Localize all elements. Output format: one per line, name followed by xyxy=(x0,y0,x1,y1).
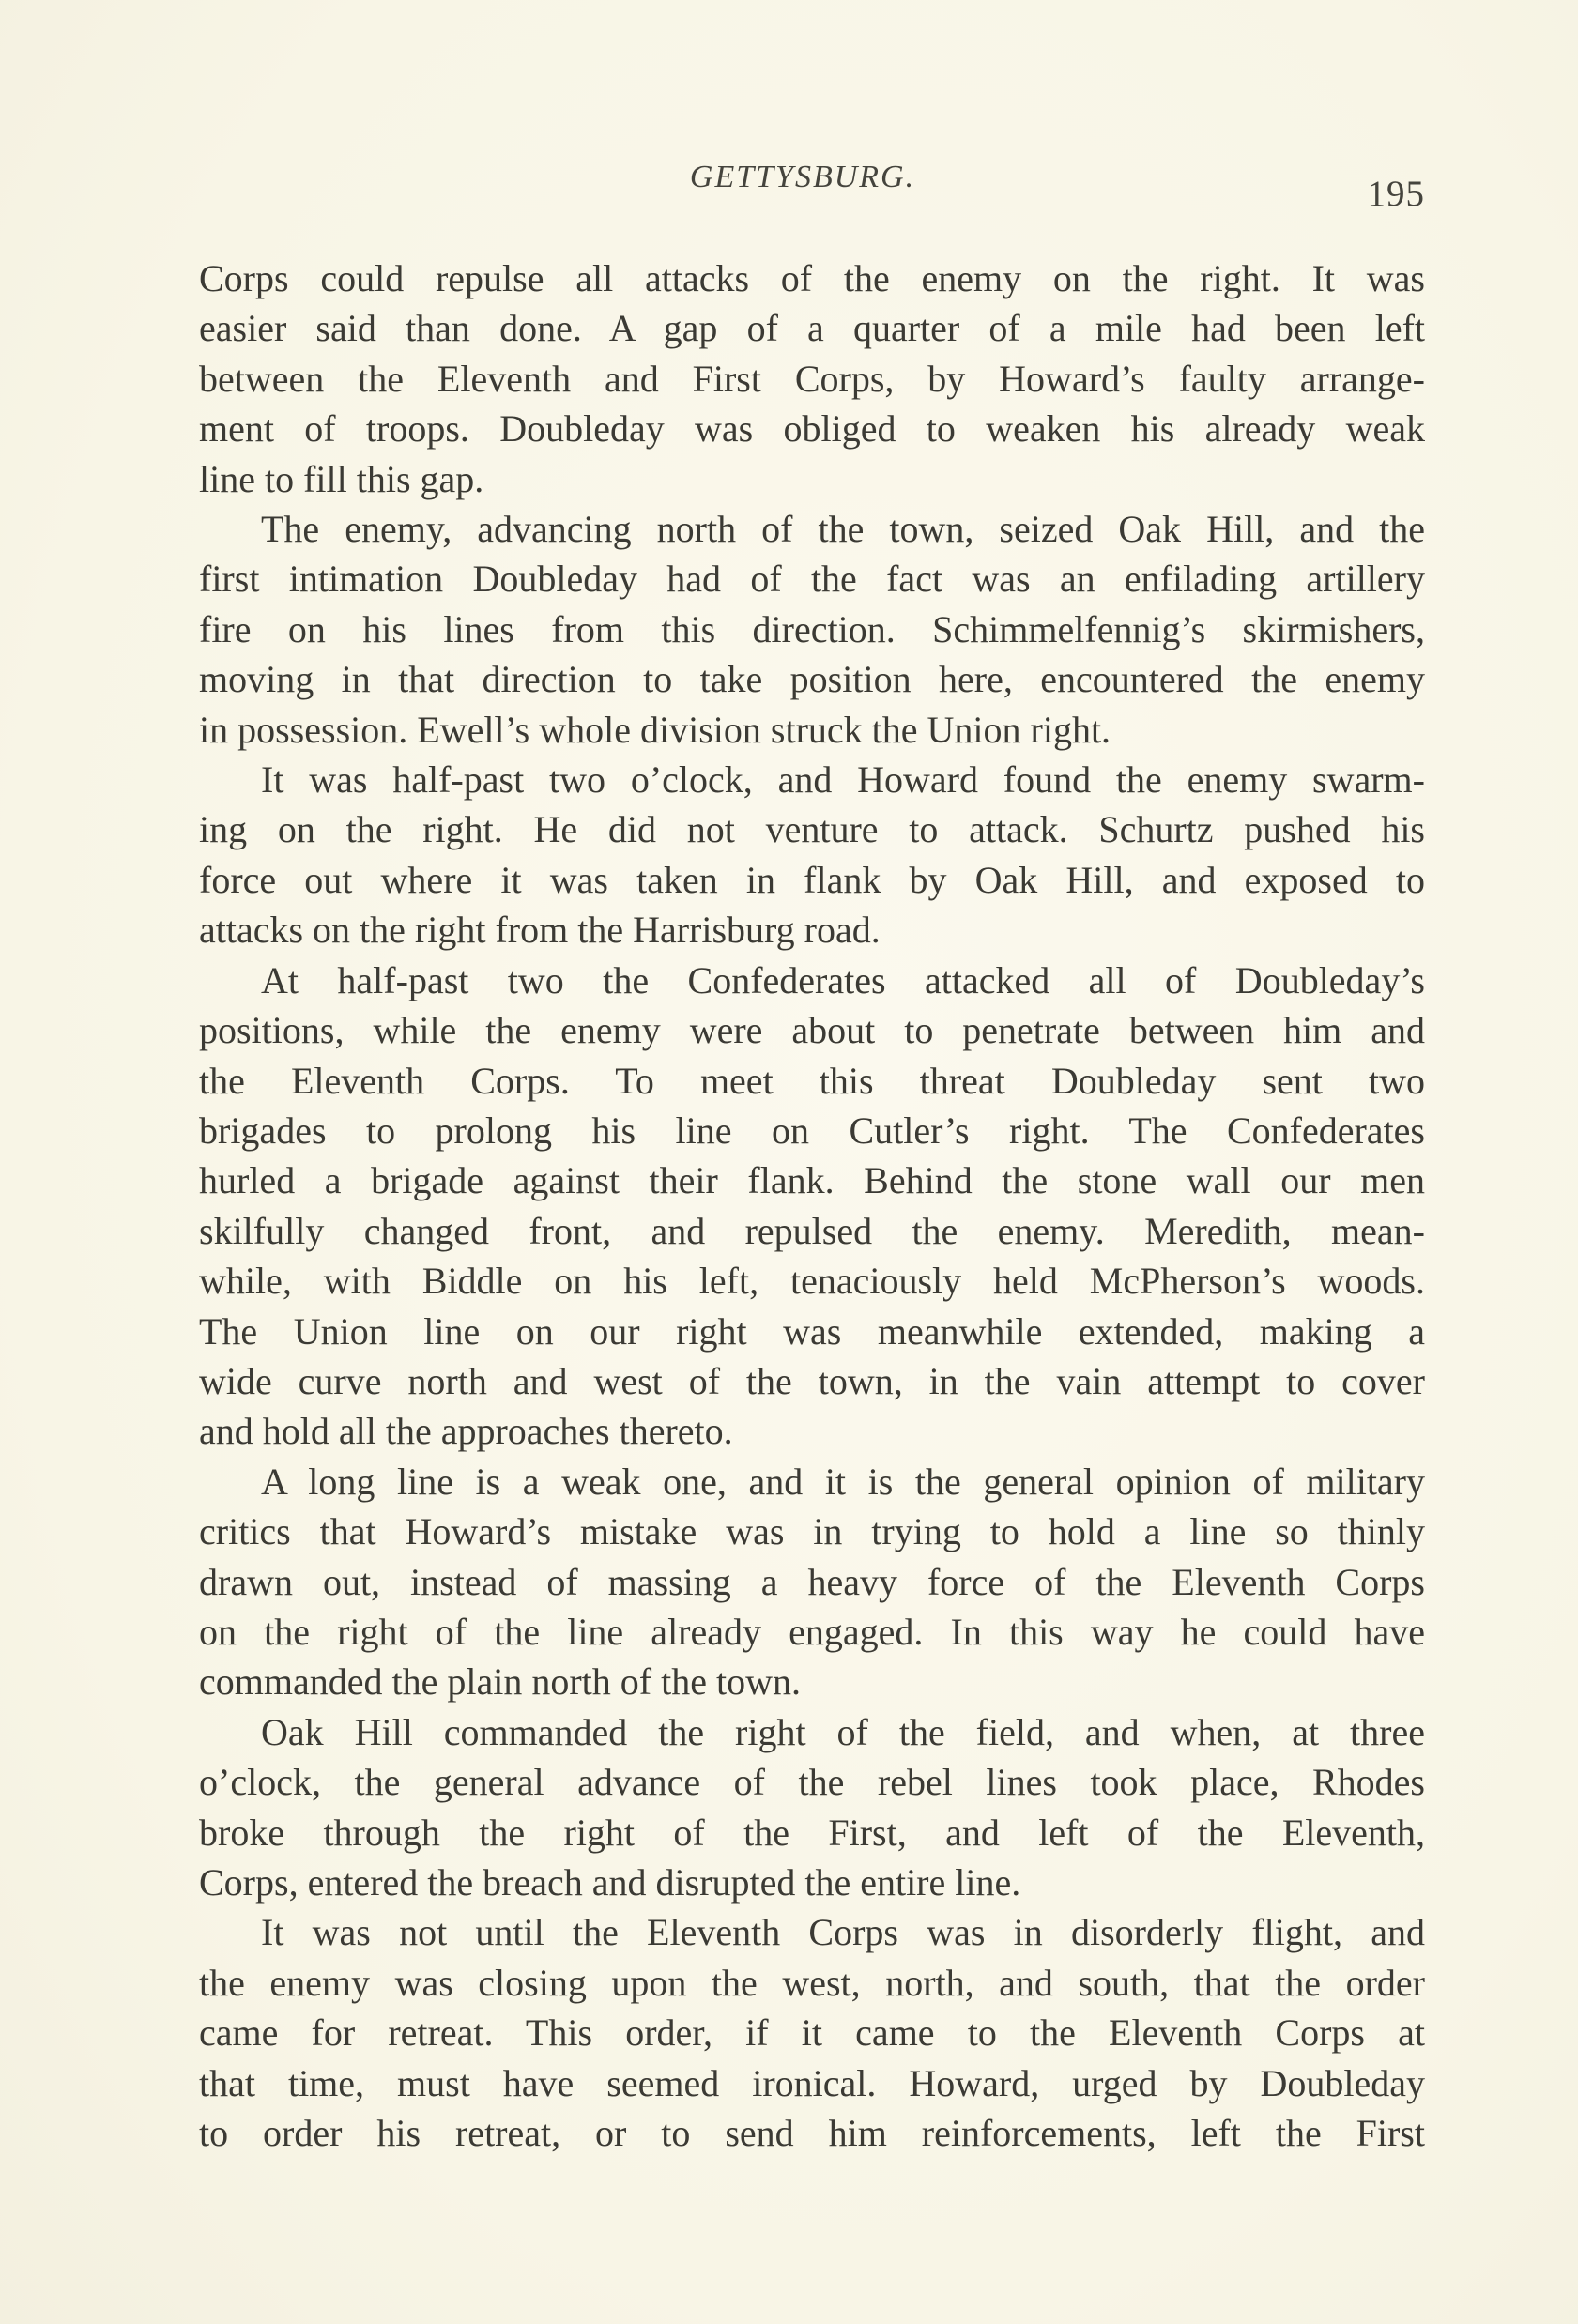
text-line: force out where it was taken in flank by Oak Hill, and exposed to xyxy=(199,858,1425,901)
paragraph xyxy=(199,1907,1425,2158)
paragraph xyxy=(199,1457,1425,1707)
text-line: critics that Howard’s mistake was in trying to hold a line so thinly xyxy=(199,1510,1425,1553)
text-line: positions, while the enemy were about to penetrate between him and xyxy=(199,1009,1425,1052)
text-line: drawn out, instead of massing a heavy force of the Eleventh Corps xyxy=(199,1560,1425,1603)
paragraph xyxy=(199,956,1425,1457)
text-line: wide curve north and west of the town, in the vain attempt to cover xyxy=(199,1359,1425,1402)
text-line: brigades to prolong his line on Cutler’s right. The Confederates xyxy=(199,1108,1425,1152)
paragraph xyxy=(199,755,1425,956)
text-line: hurled a brigade against their flank. Behind the stone wall our men xyxy=(199,1159,1425,1202)
text-line: the enemy was closing upon the west, north, and south, that the order xyxy=(199,1961,1425,2004)
text-line: commanded the plain north of the town. xyxy=(199,1660,801,1704)
text-line: The enemy, advancing north of the town, seized Oak Hill, and the xyxy=(261,508,1425,551)
text-line: on the right of the line already engaged. In this way he could have xyxy=(199,1610,1425,1653)
text-line: the Eleventh Corps. To meet this threat Doubleday sent two xyxy=(199,1059,1425,1102)
text-line: It was not until the Eleventh Corps was in disorderly flight, and xyxy=(261,1911,1425,1954)
paragraph xyxy=(199,253,1425,504)
text-line: that time, must have seemed ironical. Howard, urged by Doubleday xyxy=(199,2061,1425,2104)
text-line: ment of troops. Doubleday was obliged to weaken his already weak xyxy=(199,407,1425,451)
paragraph xyxy=(199,504,1425,755)
text-line: attacks on the right from the Harrisburg road. xyxy=(199,909,881,952)
text-line: and hold all the approaches thereto. xyxy=(199,1410,733,1453)
text-line: It was half-past two o’clock, and Howard found the enemy swarm- xyxy=(261,758,1425,802)
text-line: line to fill this gap. xyxy=(199,457,484,500)
text-line: first intimation Doubleday had of the fact was an enfilading artillery xyxy=(199,558,1425,601)
text-line: broke through the right of the First, and left of the Eleventh, xyxy=(199,1811,1425,1854)
text-line: Corps, entered the breach and disrupted the entire line. xyxy=(199,1861,1021,1904)
text-line: moving in that direction to take position here, encountered the enemy xyxy=(199,658,1425,701)
text-line: The Union line on our right was meanwhile extended, making a xyxy=(199,1309,1425,1353)
text-line: At half-past two the Confederates attacked all of Doubleday’s xyxy=(261,958,1425,1001)
text-line: o’clock, the general advance of the rebel lines took place, Rhodes xyxy=(199,1761,1425,1804)
body-text xyxy=(199,253,1425,2158)
page-number: 195 xyxy=(1367,174,1425,214)
text-line: Oak Hill commanded the right of the field, and when, at three xyxy=(261,1710,1425,1753)
text-line: came for retreat. This order, if it came to the Eleventh Corps at xyxy=(199,2011,1425,2055)
text-line: skilfully changed front, and repulsed the enemy. Meredith, mean- xyxy=(199,1209,1425,1252)
text-line: Corps could repulse all attacks of the enemy on the right. It was xyxy=(199,257,1425,299)
text-line: fire on his lines from this direction. Schimmelfennig’s skirmishers, xyxy=(199,607,1425,650)
running-head xyxy=(199,160,1425,214)
text-line: ing on the right. He did not venture to attack. Schurtz pushed his xyxy=(199,808,1425,851)
paragraph xyxy=(199,1707,1425,1908)
text-line: while, with Biddle on his left, tenaciously held McPherson’s woods. xyxy=(199,1260,1425,1303)
text-line: A long line is a weak one, and it is the general opinion of military xyxy=(261,1460,1425,1503)
running-title: GETTYSBURG. xyxy=(689,160,916,194)
text-line: easier said than done. A gap of a quarter of a mile had been left xyxy=(199,307,1425,350)
text-line: in possession. Ewell’s whole division struck the Union right. xyxy=(199,708,1111,751)
text-line: to order his retreat, or to send him reinforcements, left the First xyxy=(199,2112,1425,2155)
text-line: between the Eleventh and First Corps, by Howard’s faulty arrange- xyxy=(199,357,1425,400)
